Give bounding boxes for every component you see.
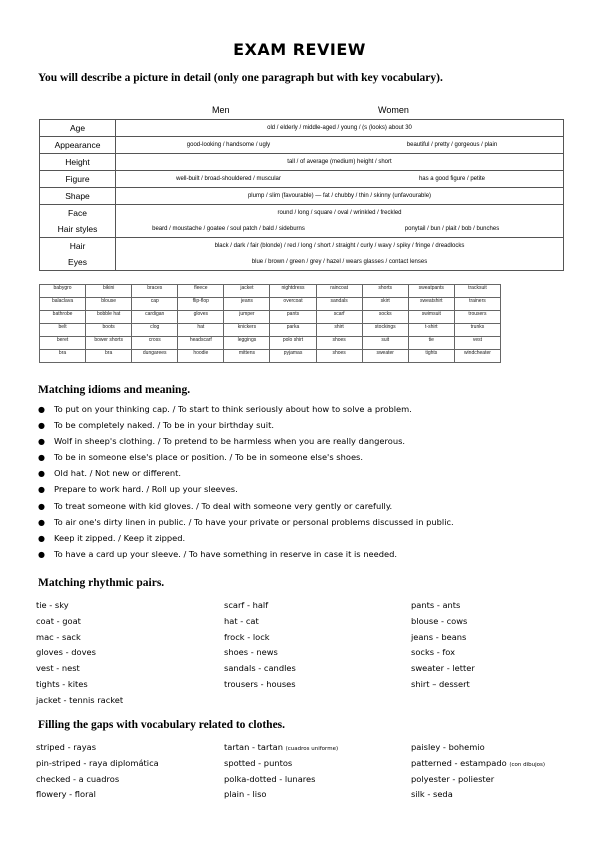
clothes-cell: parka xyxy=(270,324,316,337)
idiom-item xyxy=(38,401,454,417)
clothes-cell: sweatpants xyxy=(408,285,454,298)
idiom-item xyxy=(38,546,454,562)
clothes-row xyxy=(40,337,501,350)
row-label: Appearance xyxy=(40,137,116,154)
header-women: Women xyxy=(378,105,409,115)
rhythmic-pair: jeans - beans xyxy=(411,631,467,642)
rhythmic-pair: hat - cat xyxy=(224,615,259,626)
clothes-cell: bower shorts xyxy=(86,337,132,350)
section-idioms-heading: Matching idioms and meaning. xyxy=(38,384,191,396)
clothes-cell: cross xyxy=(132,337,178,350)
row-value: round / long / square / oval / wrinkled / freckled xyxy=(116,205,564,222)
description-row xyxy=(40,221,564,238)
clothes-cell: sweater xyxy=(362,350,408,363)
row-value: tall / of average (medium) height / short xyxy=(116,154,564,171)
idiom-item xyxy=(38,481,454,497)
rhythmic-pair: tie - sky xyxy=(36,600,69,610)
section-rhythmic-heading: Matching rhythmic pairs. xyxy=(38,577,165,589)
clothes-cell: babygro xyxy=(40,285,86,298)
clothes-cell: flip-flop xyxy=(178,298,224,311)
clothes-cell: knickers xyxy=(224,324,270,337)
clothes-cell: cap xyxy=(132,298,178,311)
gap-item xyxy=(411,772,545,788)
row-label: Age xyxy=(40,120,116,137)
idiom-item xyxy=(38,498,454,514)
gap-item xyxy=(411,756,545,772)
row-value: old / elderly / middle-aged / young / (s (looks) about 30 xyxy=(116,120,564,137)
clothes-cell: trousers xyxy=(454,311,500,324)
clothes-cell: shorts xyxy=(362,285,408,298)
description-row xyxy=(40,137,564,154)
description-table-header xyxy=(0,105,599,119)
row-value-men: beard / moustache / goatee / soul patch / bald / sideburns xyxy=(116,221,342,238)
clothes-cell: nightdress xyxy=(270,285,316,298)
header-men: Men xyxy=(212,105,230,115)
clothes-cell: leggings xyxy=(224,337,270,350)
clothes-cell: jumper xyxy=(224,311,270,324)
clothes-row xyxy=(40,324,501,337)
bullet-icon: ● xyxy=(38,549,45,559)
gap-note: (con dibujos) xyxy=(509,761,545,768)
idiom-text: To put on your thinking cap. / To start to think seriously about how to solve a problem. xyxy=(54,404,412,414)
bullet-icon: ● xyxy=(38,469,45,479)
clothes-cell: shoes xyxy=(316,337,362,350)
bullet-icon: ● xyxy=(38,453,45,463)
clothes-cell: vest xyxy=(454,337,500,350)
gap-note: (cuadros uniforme) xyxy=(285,746,339,752)
idiom-text: To have a card up your sleeve. / To have something in reserve in case it is needed. xyxy=(54,548,397,559)
clothes-row xyxy=(40,311,501,324)
clothes-cell: hat xyxy=(178,324,224,337)
clothes-cell: bikini xyxy=(86,285,132,298)
clothes-cell: bobble hat xyxy=(86,311,132,324)
row-value-men: well-built / broad-shouldered / muscular xyxy=(116,171,342,188)
bullet-icon: ● xyxy=(38,405,45,414)
clothes-cell: pants xyxy=(270,311,316,324)
row-value: blue / brown / green / grey / hazel / wears glasses / contact lenses xyxy=(116,254,564,271)
clothes-cell: raincoat xyxy=(316,285,362,298)
row-label: Figure xyxy=(40,171,116,188)
clothes-cell: jeans xyxy=(224,298,270,311)
idiom-item xyxy=(38,433,454,449)
row-label: Shape xyxy=(40,188,116,205)
clothes-cell: sweatshirt xyxy=(408,298,454,311)
rhythmic-pair: sandals - candles xyxy=(224,663,296,674)
clothes-cell: swimsuit xyxy=(408,311,454,324)
gap-item xyxy=(224,772,338,788)
rhythmic-pair: jacket - tennis racket xyxy=(36,694,124,705)
clothes-cell: balaclava xyxy=(40,298,86,311)
row-value-men: good-looking / handsome / ugly xyxy=(116,137,342,154)
idiom-text: To be in someone else's place or position. / To be in someone else's shoes. xyxy=(54,452,364,463)
gaps-column-3 xyxy=(411,740,545,803)
rhythmic-pair: mac - sack xyxy=(36,631,81,642)
clothes-cell: hoodie xyxy=(178,350,224,363)
gap-text: polyester - poliester xyxy=(411,773,495,784)
description-table xyxy=(39,119,564,271)
clothes-row xyxy=(40,298,501,311)
clothes-row xyxy=(40,350,501,363)
bullet-icon: ● xyxy=(38,517,45,527)
clothes-cell: clog xyxy=(132,324,178,337)
bullet-icon: ● xyxy=(38,485,45,495)
idiom-item xyxy=(38,514,454,530)
gap-text: spotted - puntos xyxy=(224,757,293,768)
row-value-women: has a good figure / petite xyxy=(341,171,564,188)
description-row xyxy=(40,120,564,137)
gap-item: striped - rayas xyxy=(36,742,97,752)
idiom-text: To air one's dirty linen in public. / To have your private or personal problems discussed in public. xyxy=(54,516,454,527)
gap-item xyxy=(224,756,338,772)
gap-item xyxy=(411,787,545,803)
idiom-item xyxy=(38,449,454,465)
clothes-cell: shirt xyxy=(316,324,362,337)
bullet-icon: ● xyxy=(38,501,45,511)
rhythmic-pair: tights - kites xyxy=(36,678,88,689)
clothes-cell: trainers xyxy=(454,298,500,311)
row-value-women: beautiful / pretty / gorgeous / plain xyxy=(341,137,564,154)
clothes-cell: skirt xyxy=(362,298,408,311)
gap-item: checked - a cuadros xyxy=(36,773,120,784)
bullet-icon: ● xyxy=(38,437,45,447)
gap-item xyxy=(224,787,338,803)
clothes-cell: boots xyxy=(86,324,132,337)
row-label: Hair styles xyxy=(40,221,116,238)
row-label: Hair xyxy=(40,238,116,255)
clothes-cell: tracksuit xyxy=(454,285,500,298)
gap-item xyxy=(411,740,545,756)
rhythmic-pair: shirt – dessert xyxy=(411,678,470,689)
clothes-cell: bra xyxy=(40,350,86,363)
clothes-cell: belt xyxy=(40,324,86,337)
row-value: plump / slim (favourable) — fat / chubby / thin / skinny (unfavourable) xyxy=(116,188,564,205)
gap-item: pin-striped - raya diplomática xyxy=(36,757,159,768)
description-row xyxy=(40,205,564,222)
idiom-item xyxy=(38,465,454,481)
rhythmic-pair: trousers - houses xyxy=(224,678,296,689)
idiom-text: Wolf in sheep's clothing. / To pretend to be harmless when you are really dangerous. xyxy=(54,436,406,447)
idiom-text: To treat someone with kid gloves. / To deal with someone very gently or carefully. xyxy=(54,500,393,511)
rhythmic-pair: scarf - half xyxy=(224,600,269,610)
row-label: Height xyxy=(40,154,116,171)
clothes-cell: braces xyxy=(132,285,178,298)
rhythmic-column-3 xyxy=(411,598,475,693)
gap-item: flowery - floral xyxy=(36,789,96,800)
idioms-list xyxy=(38,401,454,562)
rhythmic-column-2 xyxy=(224,598,296,693)
clothes-cell: overcoat xyxy=(270,298,316,311)
row-value-women: ponytail / bun / plait / bob / bunches xyxy=(341,221,564,238)
clothes-cell: trunks xyxy=(454,324,500,337)
idiom-text: Keep it zipped. / Keep it zipped. xyxy=(54,532,186,543)
clothes-cell: beret xyxy=(40,337,86,350)
clothes-cell: tie xyxy=(408,337,454,350)
clothes-cell: headscarf xyxy=(178,337,224,350)
page-title: EXAM REVIEW xyxy=(233,40,366,59)
rhythmic-pair: socks - fox xyxy=(411,647,456,658)
rhythmic-pair: coat - goat xyxy=(36,615,81,626)
rhythmic-pair: blouse - cows xyxy=(411,615,468,626)
idiom-item xyxy=(38,530,454,546)
clothes-cell: socks xyxy=(362,311,408,324)
idiom-text: Old hat. / Not new or different. xyxy=(54,468,182,479)
rhythmic-pair: vest - nest xyxy=(36,663,80,674)
clothes-cell: bathrobe xyxy=(40,311,86,324)
clothes-cell: t-shirt xyxy=(408,324,454,337)
rhythmic-pair: frock - lock xyxy=(224,631,270,642)
idiom-text: To be completely naked. / To be in your birthday suit. xyxy=(54,420,274,431)
description-row xyxy=(40,171,564,188)
clothes-row xyxy=(40,285,501,298)
description-row xyxy=(40,154,564,171)
clothes-cell: blouse xyxy=(86,298,132,311)
idiom-item xyxy=(38,417,454,433)
description-row xyxy=(40,254,564,271)
gap-text: paisley - bohemio xyxy=(411,742,485,752)
gaps-column-1 xyxy=(36,740,159,803)
clothes-cell: pyjamas xyxy=(270,350,316,363)
rhythmic-pair: shoes - news xyxy=(224,647,278,658)
clothes-cell: jacket xyxy=(224,285,270,298)
description-row xyxy=(40,238,564,255)
clothes-cell: sandals xyxy=(316,298,362,311)
row-value: black / dark / fair (blonde) / red / long / short / straight / curly / wavy / spiky / fringe / dreadlocks xyxy=(116,238,564,255)
clothes-cell: dungarees xyxy=(132,350,178,363)
gap-text: patterned - estampado xyxy=(411,757,507,768)
clothes-cell: suit xyxy=(362,337,408,350)
rhythmic-pair: sweater - letter xyxy=(411,663,475,674)
gap-text: tartan - tartan xyxy=(224,742,283,752)
gap-text: silk - seda xyxy=(411,789,453,800)
gap-item xyxy=(224,740,338,756)
description-row xyxy=(40,188,564,205)
gaps-column-2 xyxy=(224,740,338,803)
clothes-cell: gloves xyxy=(178,311,224,324)
row-label: Face xyxy=(40,205,116,222)
gap-text: plain - liso xyxy=(224,789,267,800)
rhythmic-pair: pants - ants xyxy=(411,600,461,610)
gap-text: polka-dotted - lunares xyxy=(224,773,316,784)
clothes-cell: shoes xyxy=(316,350,362,363)
clothes-cell: bra xyxy=(86,350,132,363)
clothes-cell: polo shirt xyxy=(270,337,316,350)
rhythmic-column-1 xyxy=(36,598,123,709)
clothes-cell: stockings xyxy=(362,324,408,337)
clothes-cell: scarf xyxy=(316,311,362,324)
section-gaps-heading: Filling the gaps with vocabulary related to clothes. xyxy=(38,719,286,731)
row-label: Eyes xyxy=(40,254,116,271)
idiom-text: Prepare to work hard. / Roll up your sleeves. xyxy=(54,484,238,495)
clothes-cell: mittens xyxy=(224,350,270,363)
clothes-cell: cardigan xyxy=(132,311,178,324)
clothes-cell: tights xyxy=(408,350,454,363)
bullet-icon: ● xyxy=(38,533,45,543)
bullet-icon: ● xyxy=(38,421,45,431)
intro-text: You will describe a picture in detail (only one paragraph but with key vocabulary). xyxy=(38,72,443,84)
clothes-vocabulary-grid xyxy=(39,284,501,363)
rhythmic-pair: gloves - doves xyxy=(36,647,96,658)
clothes-cell: windcheater xyxy=(454,350,500,363)
clothes-cell: fleece xyxy=(178,285,224,298)
